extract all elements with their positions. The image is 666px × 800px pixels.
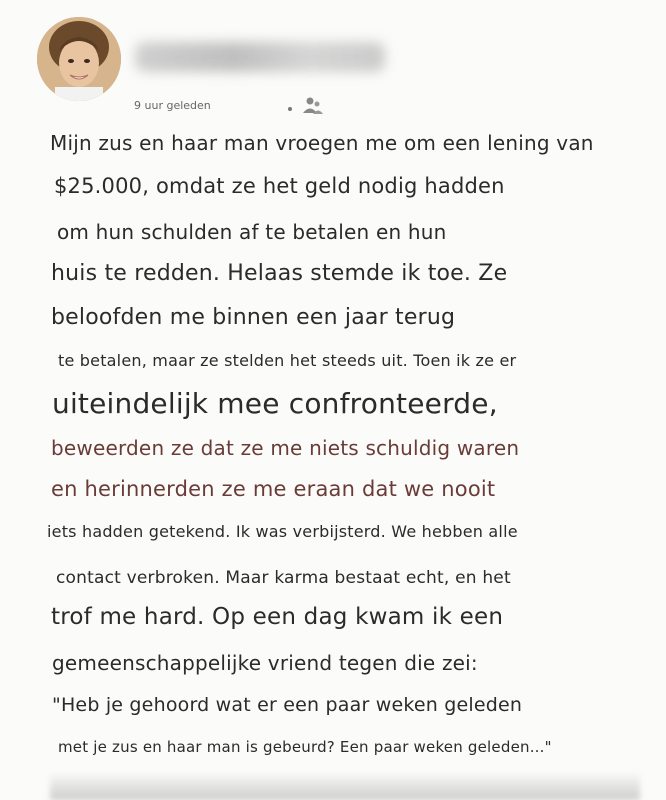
post-line: gemeenschappelijke vriend tegen die zei: [52,651,478,675]
post-line: contact verbroken. Maar karma bestaat echt, en het [56,568,511,588]
post-line: om hun schulden af te betalen en hun [57,220,447,244]
post-line: met je zus en haar man is gebeurd? Een paar weken geleden..." [58,738,552,756]
post-line: "Heb je gehoord wat er een paar weken geleden [52,694,523,716]
post-line: en herinnerden ze me eraan dat we nooit [51,477,496,501]
post-line: uiteindelijk mee confronteerde, [52,387,498,420]
post-line: $25.000, omdat ze het geld nodig hadden [54,174,505,198]
username-blurred[interactable] [135,42,385,72]
avatar[interactable] [37,17,121,101]
post-line: beloofden me binnen een jaar terug [51,305,456,330]
cut-off-next-line [50,772,640,800]
post-line: Mijn zus en haar man vroegen me om een lening van [50,131,594,155]
post-line: huis te redden. Helaas stemde ik toe. Ze [51,261,508,286]
post-line: beweerden ze dat ze me niets schuldig waren [51,436,520,460]
post-line: trof me hard. Op een dag kwam ik een [51,604,504,630]
friends-audience-icon [285,95,325,117]
post-line: iets hadden getekend. Ik was verbijsterd. We hebben alle [47,522,518,541]
post-timestamp[interactable]: 9 uur geleden [134,99,211,112]
post-line: te betalen, maar ze stelden het steeds uit. Toen ik ze er [58,351,517,370]
